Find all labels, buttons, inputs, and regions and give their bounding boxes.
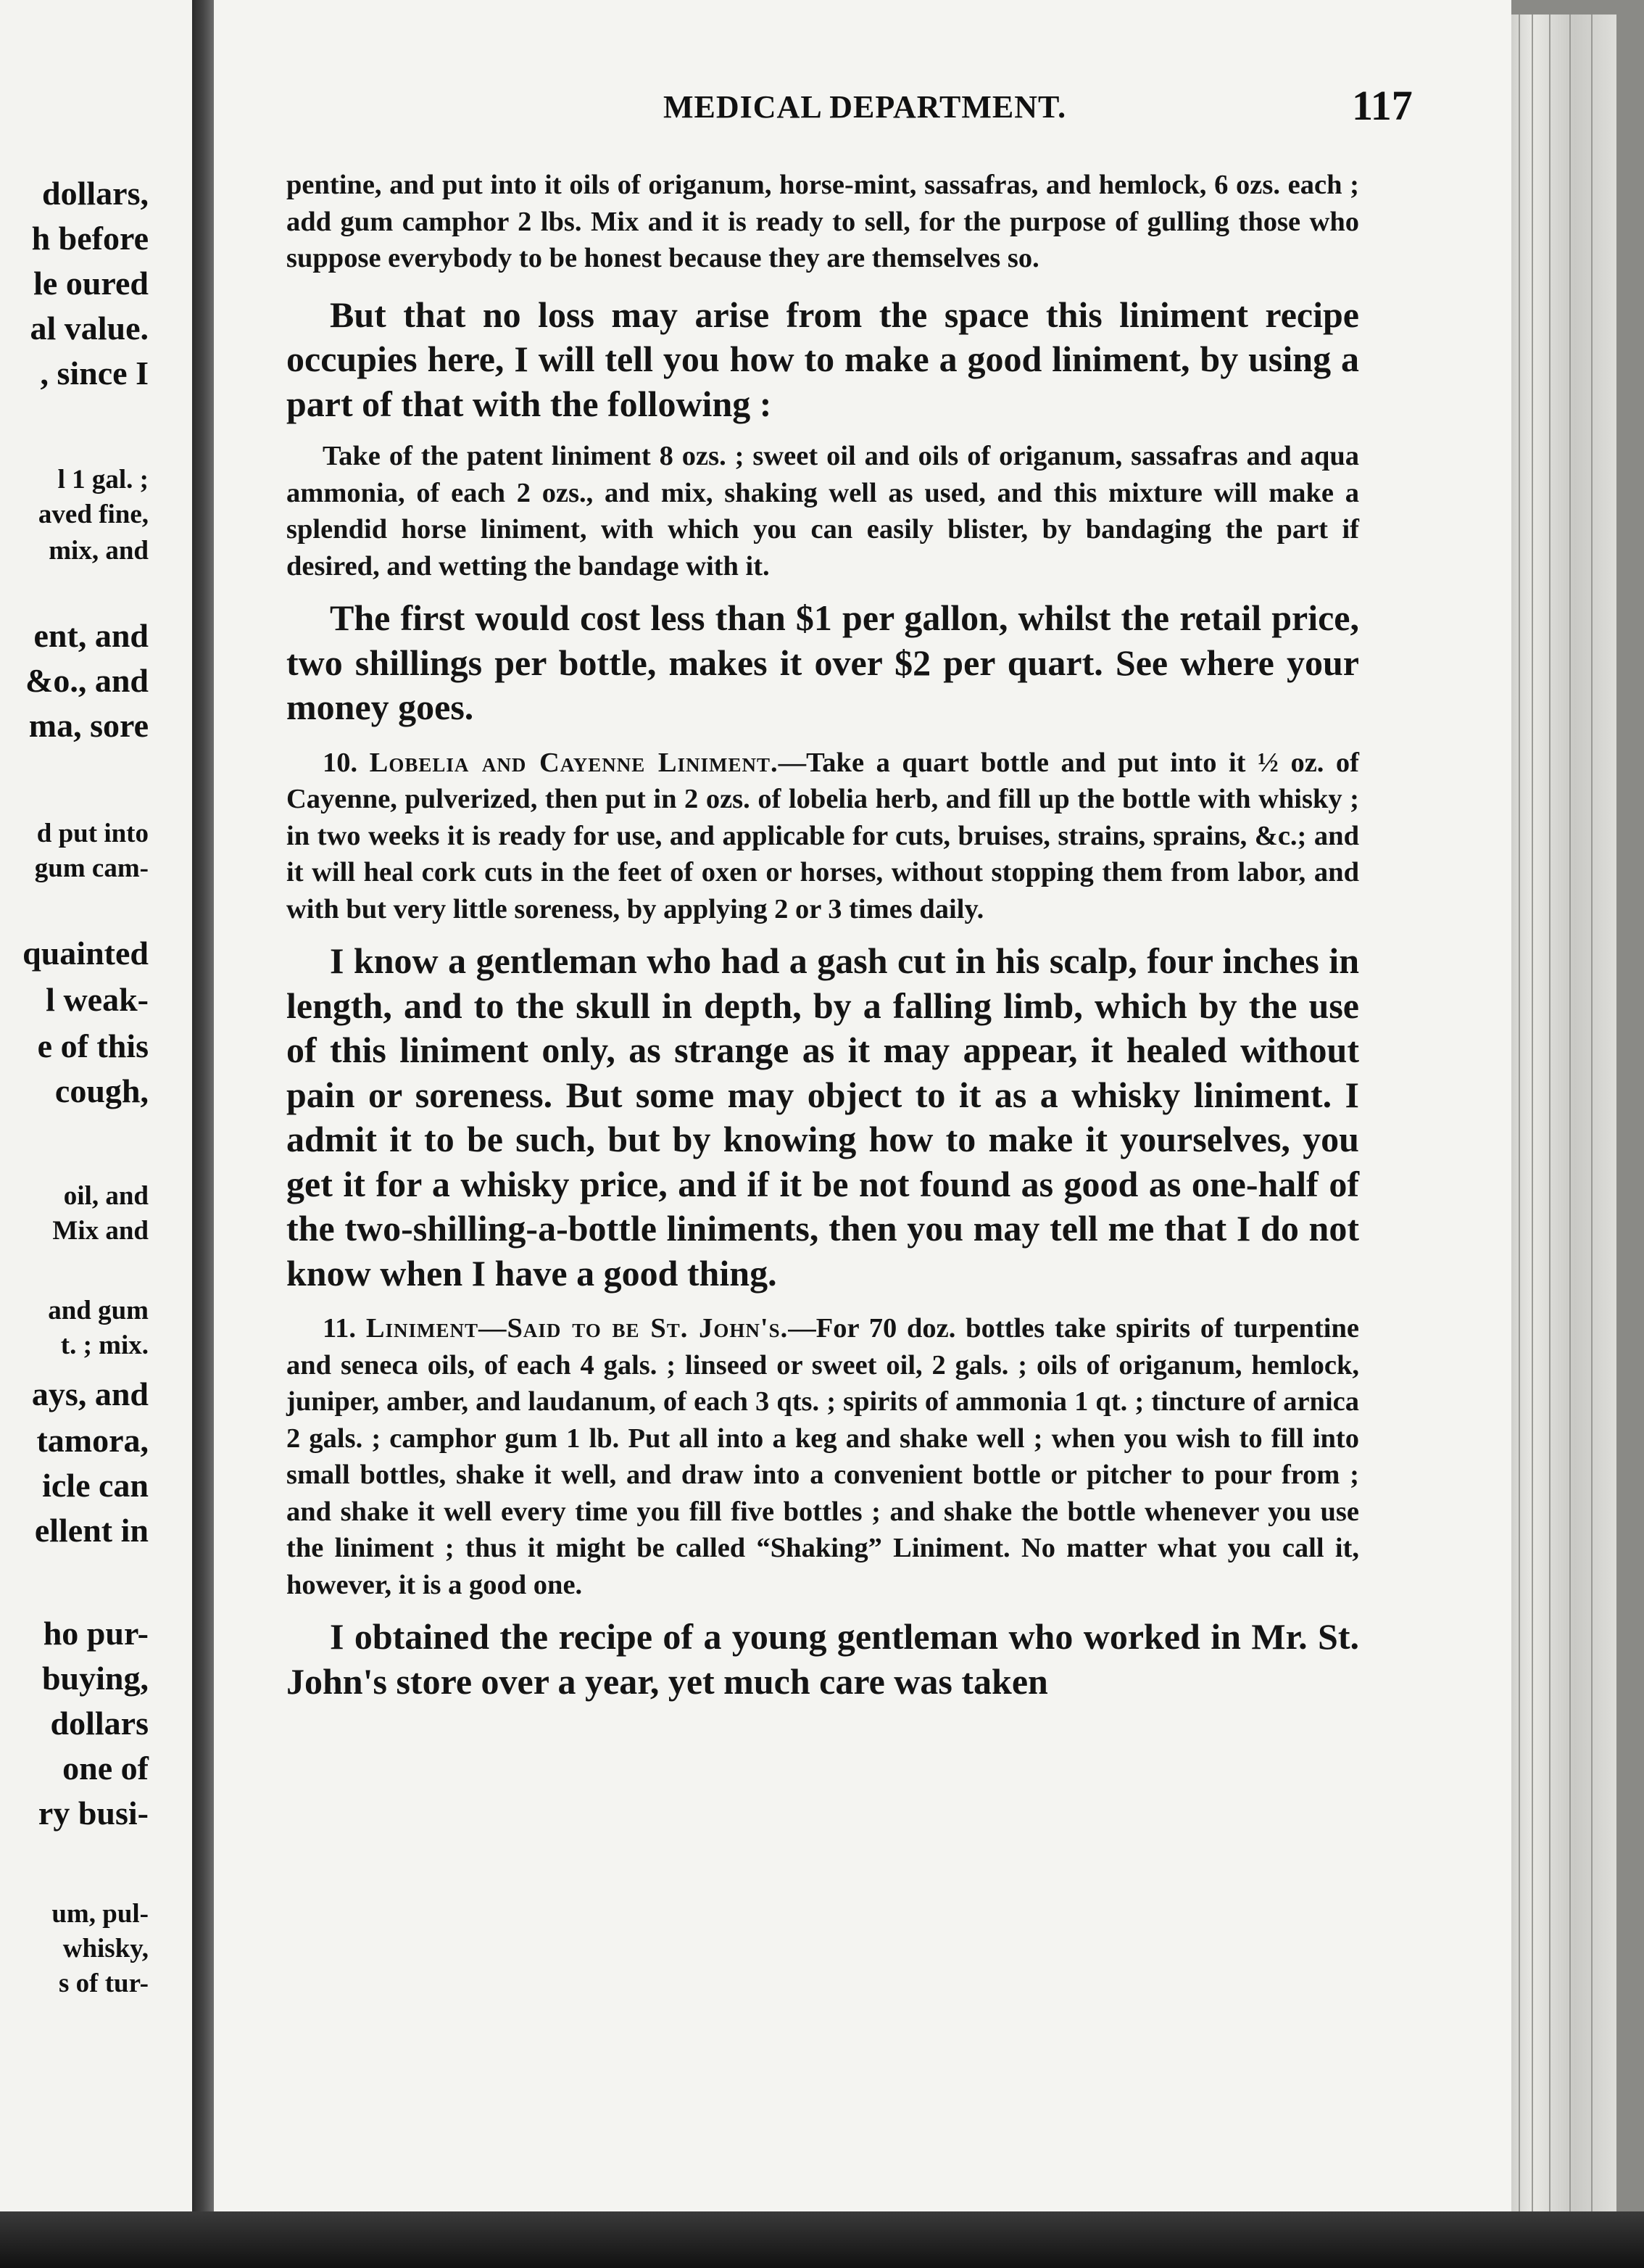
paragraph: But that no loss may arise from the space this liniment recipe occupies here, I will tell you how to make a good liniment, by using a part of that with the following : <box>286 294 1359 424</box>
left-fragment: ent, and <box>33 617 149 654</box>
left-fragment: dollars <box>50 1705 149 1742</box>
paragraph: I know a gentleman who had a gash cut in his scalp, four inches in length, and to the skull in depth, by a falling limb, which by the use of this liniment only, as strange as it may appear, it healed without pain or soreness. But some may object to it as a whisky liniment. I admit it to be such, but by knowing how to make it yourselves, you get it for a whisky price, and if it be not found as good as one-half of the two-shilling-a-bottle liniments, then you may tell me that I do not know when I have a good thing. <box>286 940 1359 1294</box>
left-fragment: ays, and <box>31 1375 149 1412</box>
left-fragment: ry busi- <box>38 1795 149 1832</box>
left-fragment: l 1 gal. ; <box>57 465 149 494</box>
left-fragment: um, pul- <box>51 1899 149 1929</box>
paragraph: I obtained the recipe of a young gentleman who worked in Mr. St. John's store over a year, yet much care was taken <box>286 1616 1359 1702</box>
recipe-text: —For 70 doz. bottles take spirits of turpentine and seneca oils, of each 4 gals. ; linseed or sweet oil, 2 gals. ; oils of origanum, hemlock, juniper, amber, and laudanum, of each 3 qts. ; spirits of ammonia 1 qt. ; tincture of arnica 2 gals. ; camphor gum 1 lb. Put all into a keg and shake well ; when you wish to fill into small bottles, shake it well, and draw into a convenient bottle or pitcher to pour from ; and shake it well every time you fill five bottles ; and shake the bottle whenever you use the liniment ; thus it might be called “Shaking” Liniment. No matter what you call it, however, it is a good one. <box>286 1313 1359 1600</box>
book-page <box>214 0 1511 2215</box>
left-fragment: &o., and <box>25 662 149 699</box>
left-fragment: h before <box>31 220 149 257</box>
left-fragment: ho pur- <box>43 1615 149 1652</box>
left-fragment: t. ; mix. <box>60 1330 149 1360</box>
left-fragment: buying, <box>41 1660 149 1697</box>
left-fragment: al value. <box>30 310 149 347</box>
recipe-number: 10. <box>323 747 358 778</box>
left-fragment: whisky, <box>62 1934 149 1963</box>
paragraph: Take of the patent liniment 8 ozs. ; sweet oil and oils of origanum, sassafras and aqua ammonia, of each 2 ozs., and mix, shaking well as used, and this mixture will make a splendid horse liniment, with which you can easily blister, by bandaging the part if desired, and wetting the bandage with it. <box>286 441 1359 582</box>
left-fragment: icle can <box>42 1467 149 1504</box>
left-fragment: e of this <box>37 1027 149 1064</box>
recipe-entry <box>286 745 1359 928</box>
recipe-text: —Take a quart bottle and put into it ½ oz. of Cayenne, pulverized, then put in 2 ozs. of lobelia herb, and fill up the bottle with whisky ; in two weeks it is ready for use, and applicable for cuts, bruises, strains, sprains, &c.; and it will heal cork cuts in the feet of oxen or horses, without stopping them from labor, and with but very little soreness, by applying 2 or 3 times daily. <box>286 747 1360 924</box>
left-fragment: aved fine, <box>38 500 149 529</box>
left-fragment: cough, <box>54 1072 149 1109</box>
left-fragment: le oured <box>33 265 149 302</box>
left-fragment: tamora, <box>36 1422 149 1459</box>
page-stack-edge <box>1511 15 1616 2211</box>
book-gutter <box>192 0 214 2226</box>
left-fragment: l weak- <box>46 981 149 1018</box>
left-fragment: oil, and <box>63 1181 149 1211</box>
bottom-shadow <box>0 2211 1644 2268</box>
left-fragment: mix, and <box>49 536 149 566</box>
left-facing-page <box>0 0 192 2226</box>
left-fragment: quainted <box>22 935 149 972</box>
left-fragment: dollars, <box>42 175 149 212</box>
left-fragment: , since I <box>40 355 149 392</box>
paragraph: pentine, and put into it oils of origanum, horse-mint, sassafras, and hemlock, 6 ozs. each ; add gum camphor 2 lbs. Mix and it is ready to sell, for the purpose of gulling those who suppose everybody to be honest because they are themselves so. <box>286 170 1359 273</box>
left-fragment: d put into <box>36 819 149 848</box>
recipe-number: 11. <box>323 1313 357 1344</box>
left-fragment: gum cam- <box>34 853 149 883</box>
left-fragment: one of <box>62 1750 149 1787</box>
running-head: MEDICAL DEPARTMENT. <box>663 89 1067 125</box>
recipe-title: Lobelia and Cayenne Liniment. <box>369 747 779 778</box>
left-fragment: and gum <box>48 1296 149 1325</box>
paragraph: The first would cost less than $1 per gallon, whilst the retail price, two shillings per bottle, makes it over $2 per quart. See where your money goes. <box>286 597 1359 727</box>
left-fragment: s of tur- <box>59 1969 149 1998</box>
page-body <box>286 167 1359 1704</box>
page-number: 117 <box>1352 82 1413 129</box>
page-header <box>286 81 1569 132</box>
recipe-title: Liniment—Said to be St. John's. <box>365 1313 789 1344</box>
left-fragment: ellent in <box>34 1512 149 1549</box>
left-fragment: ma, sore <box>28 707 149 744</box>
recipe-entry <box>286 1310 1359 1603</box>
left-fragment: Mix and <box>52 1216 149 1246</box>
